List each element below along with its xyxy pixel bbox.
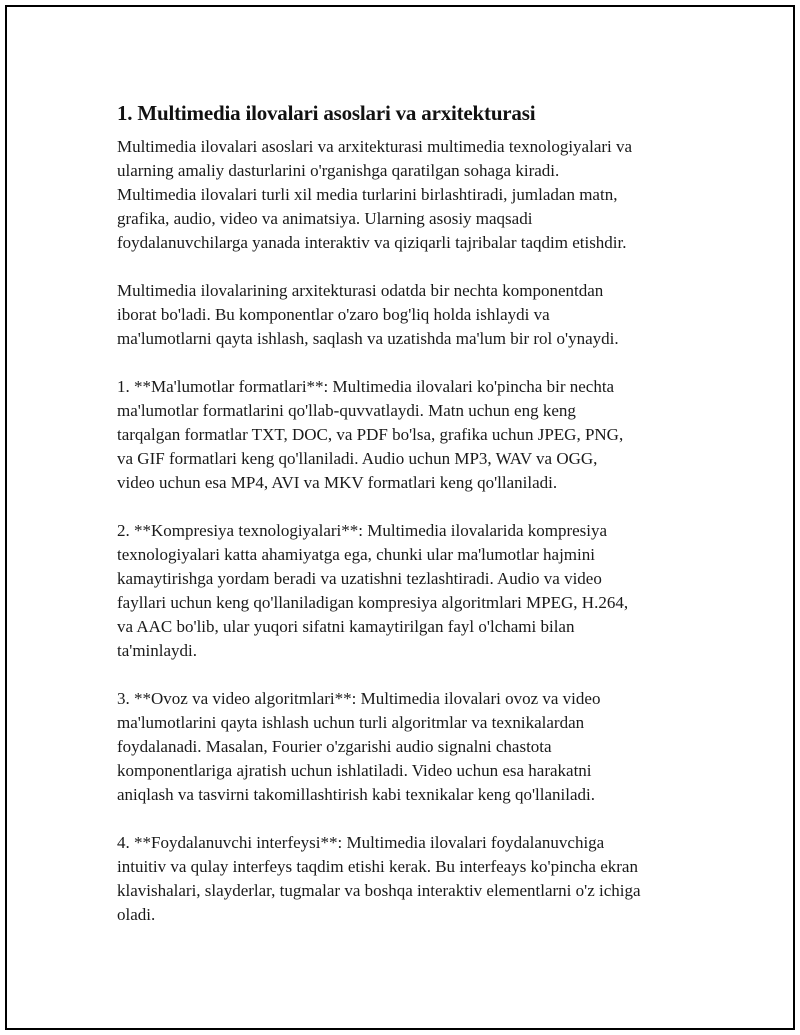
paragraph [117, 519, 707, 663]
text-line: ma'lumotlar formatlarini qo'llab-quvvatlaydi. Matn uchun eng keng [117, 401, 576, 420]
text-line: 1. **Ma'lumotlar formatlari**: Multimedia ilovalari ko'pincha bir nechta [117, 377, 615, 396]
text-line: texnologiyalari katta ahamiyatga ega, chunki ular ma'lumotlar hajmini [117, 545, 595, 564]
text-line: Multimedia ilovalari turli xil media turlarini birlashtiradi, jumladan matn, [117, 185, 618, 204]
text-line: klavishalari, slayderlar, tugmalar va boshqa interaktiv elementlarni o'z ichiga [117, 881, 641, 900]
paragraph [117, 279, 707, 351]
text-line: ularning amaliy dasturlarini o'rganishga qaratilgan sohaga kiradi. [117, 161, 560, 180]
paragraph [117, 135, 707, 255]
text-line: ma'lumotlarini qayta ishlash uchun turli algoritmlar va texnikalardan [117, 713, 585, 732]
text-line: Multimedia ilovalarining arxitekturasi odatda bir nechta komponentdan [117, 281, 604, 300]
text-line: komponentlariga ajratish uchun ishlatiladi. Video uchun esa harakatni [117, 761, 592, 780]
page-frame [5, 5, 795, 1030]
text-line: va GIF formatlari keng qo'llaniladi. Audio uchun MP3, WAV va OGG, [117, 449, 598, 468]
text-line: iborat bo'ladi. Bu komponentlar o'zaro bog'liq holda ishlaydi va [117, 305, 550, 324]
document-body [117, 93, 707, 951]
text-line: foydalanadi. Masalan, Fourier o'zgarishi audio signalni chastota [117, 737, 552, 756]
text-line: intuitiv va qulay interfeys taqdim etishi kerak. Bu interfeays ko'pincha ekran [117, 857, 638, 876]
text-line: kamaytirishga yordam beradi va uzatishni tezlashtiradi. Audio va video [117, 569, 602, 588]
paragraph [117, 687, 707, 807]
text-line: ta'minlaydi. [117, 641, 198, 660]
text-line: grafika, audio, video va animatsiya. Ularning asosiy maqsadi [117, 209, 533, 228]
text-line: foydalanuvchilarga yanada interaktiv va qiziqarli tajribalar taqdim etishdir. [117, 233, 627, 252]
text-line: oladi. [117, 905, 156, 924]
text-line: 4. **Foydalanuvchi interfeysi**: Multimedia ilovalari foydalanuvchiga [117, 833, 605, 852]
text-line: video uchun esa MP4, AVI va MKV formatlari keng qo'llaniladi. [117, 473, 558, 492]
paragraph [117, 831, 707, 927]
paragraph-list [117, 135, 707, 927]
section-heading: 1. Multimedia ilovalari asoslari va arxitekturasi [117, 101, 536, 125]
text-line: fayllari uchun keng qo'llaniladigan kompresiya algoritmlari MPEG, H.264, [117, 593, 629, 612]
text-line: Multimedia ilovalari asoslari va arxitekturasi multimedia texnologiyalari va [117, 137, 633, 156]
text-line: 3. **Ovoz va video algoritmlari**: Multimedia ilovalari ovoz va video [117, 689, 601, 708]
paragraph [117, 375, 707, 495]
text-line: ma'lumotlarni qayta ishlash, saqlash va uzatishda ma'lum bir rol o'ynaydi. [117, 329, 619, 348]
text-line: tarqalgan formatlar TXT, DOC, va PDF bo'lsa, grafika uchun JPEG, PNG, [117, 425, 624, 444]
text-line: va AAC bo'lib, ular yuqori sifatni kamaytirilgan fayl o'lchami bilan [117, 617, 575, 636]
text-line: 2. **Kompresiya texnologiyalari**: Multimedia ilovalarida kompresiya [117, 521, 608, 540]
text-line: aniqlash va tasvirni takomillashtirish kabi texnikalar keng qo'llaniladi. [117, 785, 596, 804]
